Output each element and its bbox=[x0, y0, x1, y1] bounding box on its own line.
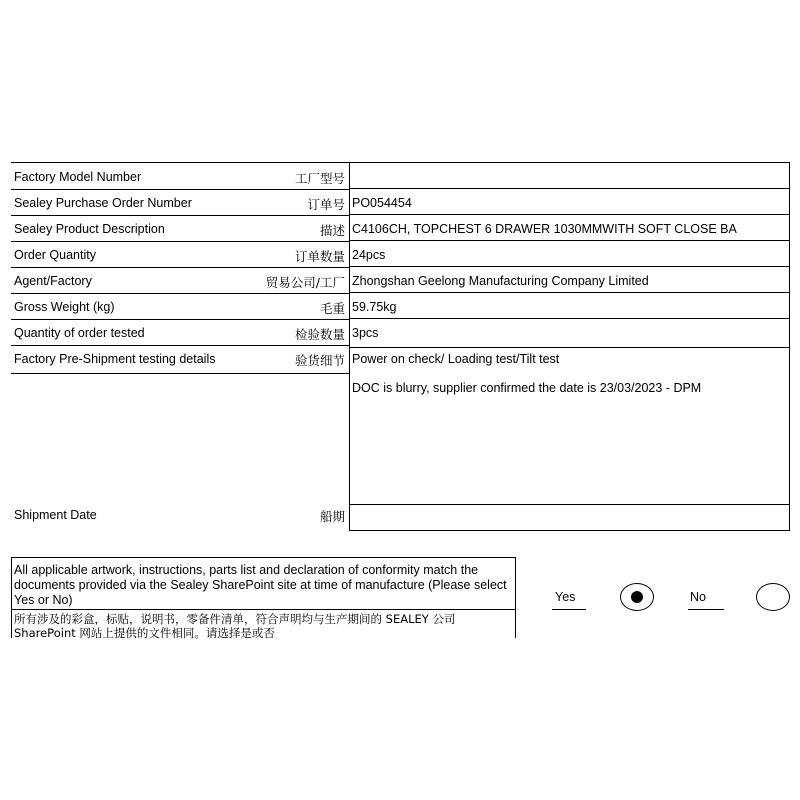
label-cn: 毛重 bbox=[319, 301, 345, 316]
row-product-description bbox=[11, 215, 790, 241]
row-divider bbox=[349, 214, 790, 215]
row-divider bbox=[349, 188, 790, 189]
quantity-tested-field[interactable]: 3pcs bbox=[352, 326, 379, 340]
label-en: Quantity of order tested bbox=[14, 326, 145, 340]
label-en: Gross Weight (kg) bbox=[14, 300, 115, 314]
label-cn: 订单号 bbox=[307, 197, 345, 212]
label-cell bbox=[11, 345, 349, 371]
row-purchase-order-number bbox=[11, 189, 790, 215]
declaration-box bbox=[11, 557, 516, 638]
label-cell bbox=[11, 215, 349, 241]
label-en: Sealey Product Description bbox=[14, 222, 165, 236]
row-divider bbox=[349, 318, 790, 319]
label-en: Factory Pre-Shipment testing details bbox=[14, 352, 216, 366]
label-en: Order Quantity bbox=[14, 248, 96, 262]
label-cell bbox=[11, 501, 349, 527]
row-factory-model-number bbox=[11, 163, 790, 189]
label-cell bbox=[11, 189, 349, 215]
no-radio[interactable] bbox=[756, 583, 790, 611]
order-details-form bbox=[11, 163, 790, 527]
label-cn: 检验数量 bbox=[294, 327, 345, 342]
label-cell bbox=[11, 267, 349, 293]
row-divider bbox=[349, 292, 790, 293]
label-cn: 验货细节 bbox=[294, 353, 345, 368]
label-cn: 订单数量 bbox=[294, 249, 345, 264]
row-divider bbox=[349, 266, 790, 267]
declaration-text-en: All applicable artwork, instructions, parts list and declaration of conformity match the documents provided via the Sealey SharePoint site at time of manufacture (Please select Yes or No) bbox=[14, 563, 507, 607]
order-quantity-field[interactable]: 24pcs bbox=[352, 248, 386, 262]
agent-factory-field[interactable]: Zhongshan Geelong Manufacturing Company Limited bbox=[352, 274, 649, 288]
row-gross-weight bbox=[11, 293, 790, 319]
no-label: No bbox=[690, 590, 706, 604]
gross-weight-field[interactable]: 59.75kg bbox=[352, 300, 397, 314]
label-en: Sealey Purchase Order Number bbox=[14, 196, 192, 210]
yes-label: Yes bbox=[555, 590, 576, 604]
label-cell bbox=[11, 241, 349, 267]
declaration-text-cn: 所有涉及的彩盒，标贴，说明书，零备件清单，符合声明均与生产期间的 SEALEY 公司 SharePoint 网站上提供的文件相同。请选择是或否 bbox=[14, 612, 456, 640]
row-divider bbox=[11, 373, 349, 374]
label-cn: 工厂型号 bbox=[294, 171, 345, 186]
yes-radio[interactable] bbox=[620, 583, 654, 611]
no-underline bbox=[688, 609, 724, 610]
label-cell bbox=[11, 163, 349, 189]
row-agent-factory bbox=[11, 267, 790, 293]
label-cell bbox=[11, 293, 349, 319]
label-cell bbox=[11, 319, 349, 345]
testing-details-field[interactable]: Power on check/ Loading test/Tilt test bbox=[352, 352, 560, 366]
row-divider bbox=[349, 347, 790, 348]
product-description-field[interactable]: C4106CH, TOPCHEST 6 DRAWER 1030MMWITH SOFT CLOSE BA bbox=[352, 222, 737, 236]
row-testing-details bbox=[11, 345, 790, 501]
declaration-divider bbox=[12, 609, 515, 610]
label-cn: 船期 bbox=[319, 509, 345, 524]
label-en: Factory Model Number bbox=[14, 170, 142, 184]
row-quantity-tested bbox=[11, 319, 790, 345]
row-divider bbox=[349, 504, 790, 505]
row-order-quantity bbox=[11, 241, 790, 267]
label-cn: 描述 bbox=[319, 223, 345, 238]
testing-details-note: DOC is blurry, supplier confirmed the date is 23/03/2023 - DPM bbox=[352, 381, 702, 395]
radio-selected-dot bbox=[631, 591, 643, 603]
purchase-order-number-field[interactable]: PO054454 bbox=[352, 196, 412, 210]
row-divider bbox=[349, 530, 790, 531]
label-en: Agent/Factory bbox=[14, 274, 92, 288]
row-divider bbox=[349, 240, 790, 241]
label-cn: 贸易公司/工厂 bbox=[265, 275, 345, 290]
label-en: Shipment Date bbox=[14, 508, 97, 522]
yes-underline bbox=[552, 609, 586, 610]
